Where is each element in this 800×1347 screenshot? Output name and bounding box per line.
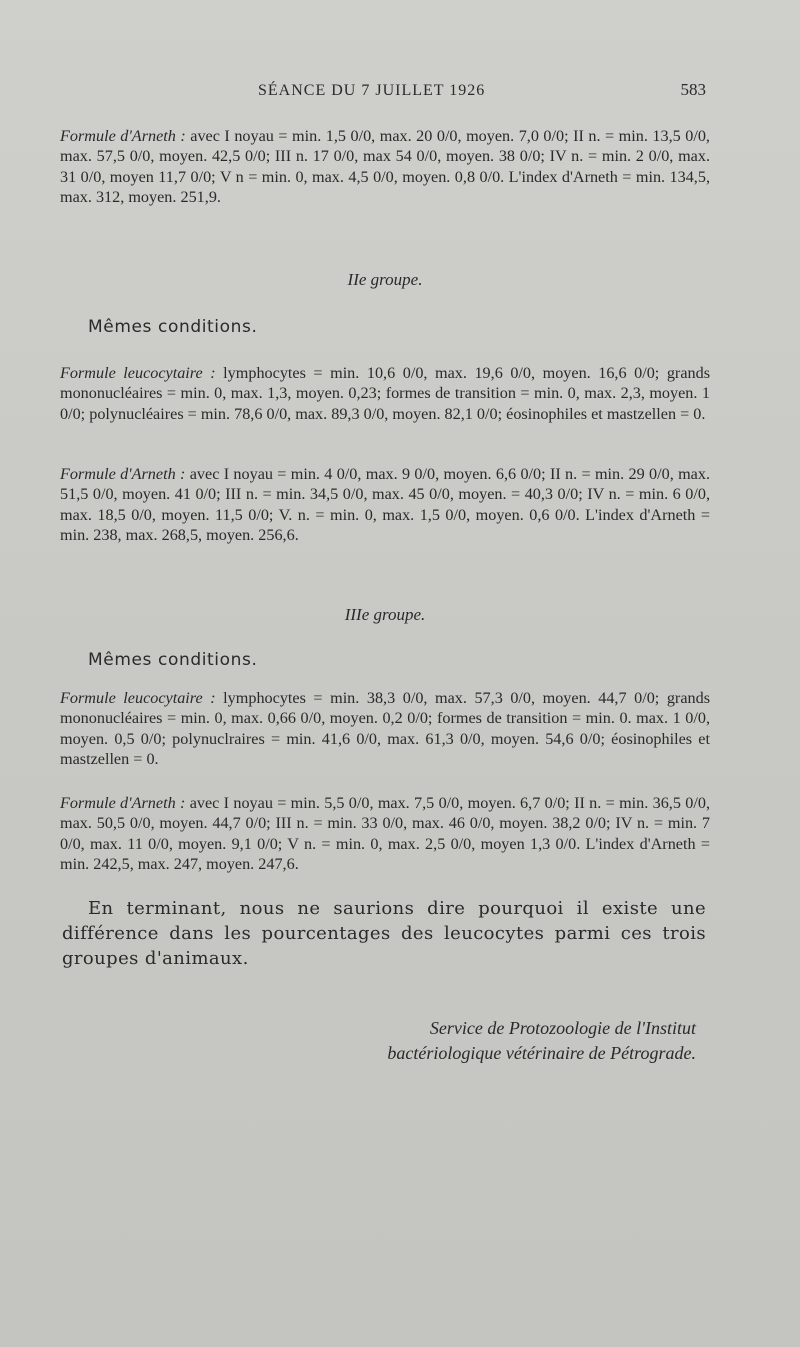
leucocyte-formula-group3 xyxy=(60,688,710,770)
arneth-formula-group3 xyxy=(60,793,710,875)
page-number: 583 xyxy=(680,80,706,99)
closing-paragraph: En terminant, nous ne saurions dire pourquoi il existe une différence dans les pourcentages des leucocytes parmi ces trois groupes d'animaux. xyxy=(62,898,706,969)
page-header xyxy=(60,78,710,108)
formula-label: Formule d'Arneth : xyxy=(60,794,186,812)
group2-heading: IIe groupe. xyxy=(347,270,423,289)
running-head: SÉANCE DU 7 JUILLET 1926 xyxy=(258,82,486,99)
arneth-formula-group1 xyxy=(60,126,710,208)
formula-label: Formule d'Arneth : xyxy=(60,465,186,483)
group2-conditions: Mêmes conditions. xyxy=(88,317,258,337)
formula-text: avec I noyau = min. 1,5 0/0, max. 20 0/0, moyen. 7,0 0/0; II n. = min. 13,5 0/0, max. 57,5 0/0, moyen. 42,5 0/0; III n. 17 0/0, max 54 0/0, moyen. 38 0/0; IV n. = min. 2 0/0, max. 31 0/0, moyen 11,7 0/0; V n = min. 0, max. 4,5 0/0, moyen. 0,8 0/0. L'index d'Arneth = min. 134,5, max. 312, moyen. 251,9. xyxy=(60,127,710,207)
signature-line-2: bactériologique vétérinaire de Pétrograde. xyxy=(387,1043,696,1063)
arneth-formula-group2 xyxy=(60,464,710,546)
group3-heading: IIIe groupe. xyxy=(344,605,426,624)
formula-text: avec I noyau = min. 5,5 0/0, max. 7,5 0/0, moyen. 6,7 0/0; II n. = min. 36,5 0/0, max. 50,5 0/0, moyen. 44,7 0/0; III n. = min. 33 0/0, max. 46 0/0, moyen. 38,2 0/0; IV n. = min. 7 0/0, max. 11 0/0, moyen. 9,1 0/0; V n. = min. 0, max. 2,5 0/0, moyen 1,3 0/0. L'index d'Arneth = min. 242,5, max. 247, moyen. 247,6. xyxy=(60,794,710,874)
formula-text: lymphocytes = min. 38,3 0/0, max. 57,3 0/0, moyen. 44,7 0/0; grands mononucléaires = min. 0, max. 0,66 0/0, moyen. 0,2 0/0; formes de transition = min. 0. max. 1 0/0, moyen. 0,5 0/0; polynuclraires = min. 41,6 0/0, max. 61,3 0/0, moyen. 54,6 0/0; éosinophiles et mastzellen = 0. xyxy=(60,689,710,769)
signature-line-1: Service de Protozoologie de l'Institut xyxy=(429,1018,696,1038)
formula-label: Formule leucocytaire : xyxy=(60,364,216,382)
signature xyxy=(387,1016,696,1066)
formula-text: lymphocytes = min. 10,6 0/0, max. 19,6 0/0, moyen. 16,6 0/0; grands mononucléaires = min. 0, max. 1,3, moyen. 0,23; formes de transition = min. 0, max. 2,3, moyen. 1 0/0; polynucléaires = min. 78,6 0/0, max. 89,3 0/0, moyen. 82,1 0/0; éosinophiles et mastzellen = 0. xyxy=(60,364,710,423)
formula-text: avec I noyau = min. 4 0/0, max. 9 0/0, moyen. 6,6 0/0; II n. = min. 29 0/0, max. 51,5 0/0, moyen. 41 0/0; III n. = min. 34,5 0/0, max. 45 0/0, moyen. = 40,3 0/0; IV n. = min. 6 0/0, max. 18,5 0/0, moyen. 11,5 0/0; V. n. = min. 0, max. 1,5 0/0, moyen. 0,6 0/0. L'index d'Arneth = min. 238, max. 268,5, moyen. 256,6. xyxy=(60,465,710,545)
formula-label: Formule leucocytaire : xyxy=(60,689,216,707)
leucocyte-formula-group2 xyxy=(60,363,710,424)
formula-label: Formule d'Arneth : xyxy=(60,127,186,145)
group3-conditions: Mêmes conditions. xyxy=(88,650,258,670)
